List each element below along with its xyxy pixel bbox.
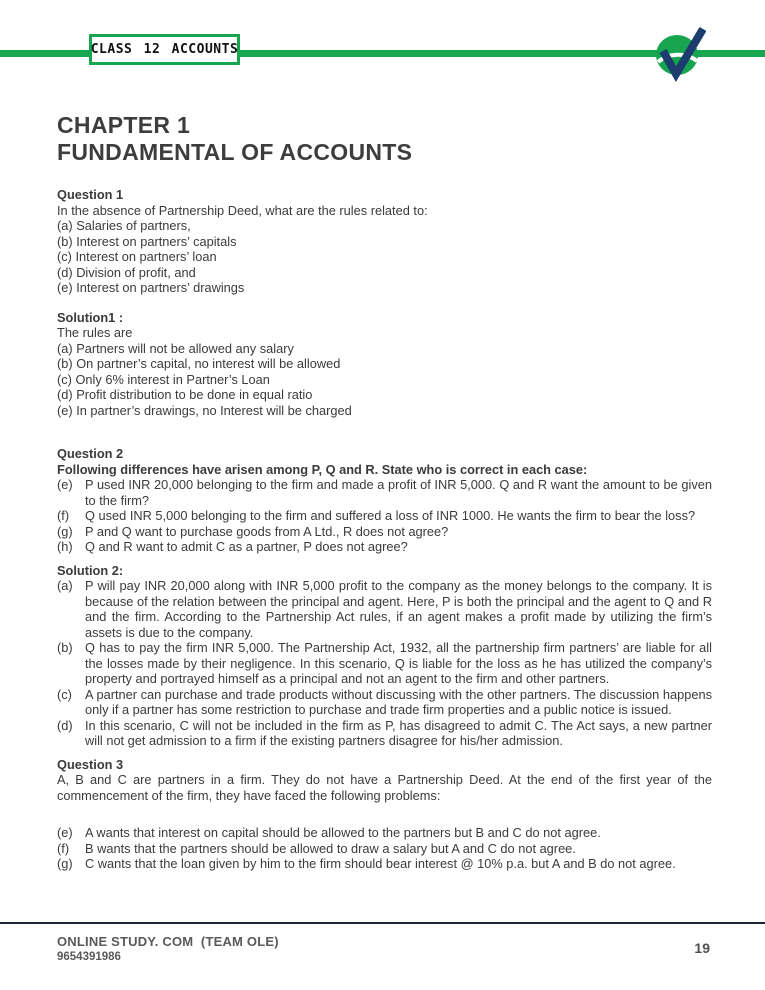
list-item: (d) Division of profit, and [57, 264, 196, 280]
footer [57, 933, 279, 964]
item-marker: (a) [57, 578, 73, 593]
class-badge [89, 34, 240, 65]
question-1-intro: In the absence of Partnership Deed, what are the rules related to: [57, 202, 428, 218]
item-text: P will pay INR 20,000 along with INR 5,000 profit to the company as the money belongs to the company. It is because of the relation between the principal and agent. Here, P is both the principal and the agent to Q and R and the firm. According to the Partnership Act rules, if an agent makes a profit made by utilizing the firm’s assets is due to the company. [85, 578, 712, 640]
list-item: (e) In partner’s drawings, no Interest will be charged [57, 402, 352, 418]
list-item [57, 578, 712, 640]
class-badge-label: CLASS 12 ACCOUNTS [90, 42, 239, 57]
item-text: Q used INR 5,000 belonging to the firm and suffered a loss of INR 1000. He wants the firm to bear the loss? [85, 508, 696, 523]
item-marker: (f) [57, 840, 70, 856]
question-3-intro: A, B and C are partners in a firm. They do not have a Partnership Deed. At the end of the first year of the commencement of the firm, they have faced the following problems: [57, 772, 712, 803]
list-item [57, 640, 712, 687]
list-item [57, 687, 712, 718]
list-item: (a) Salaries of partners, [57, 218, 191, 233]
brand-logo [654, 24, 706, 82]
item-text: In this scenario, C will not be included in the firm as P, has disagreed to admit C. The Act says, a new partner will not get admission to a firm if the existing partners disagree for his/her admission. [85, 717, 712, 748]
item-marker: (b) [57, 640, 73, 655]
list-item: (d) Profit distribution to be done in equal ratio [57, 387, 313, 402]
question-1-heading: Question 1 [57, 187, 124, 202]
list-item: (e) Interest on partners’ drawings [57, 280, 245, 295]
question-3-section [57, 757, 712, 872]
item-marker: (g) [57, 523, 73, 539]
page-content [57, 112, 712, 872]
item-text: Q has to pay the firm INR 5,000. The Partnership Act, 1932, all the partnership firm partners’ are liable for all the losses made by their negligence. In this scenario, Q is liable for the loss as he has utilized the company’s property and portrayed himself as a principal and not an agent to the firm and other partners. [85, 640, 712, 686]
item-text: P used INR 20,000 belonging to the firm and made a profit of INR 5,000. Q and R want the amount to be given to the firm? [85, 477, 712, 508]
list-item [57, 856, 712, 872]
item-text: C wants that the loan given by him to the firm should bear interest @ 10% p.a. but A and B do not agree. [85, 856, 676, 871]
item-text: B wants that the partners should be allowed to draw a salary but A and C do not agree. [85, 840, 576, 856]
solution-1-section [57, 310, 712, 419]
footer-phone: 9654391986 [57, 951, 121, 963]
list-item: (c) Interest on partners’ loan [57, 249, 217, 264]
item-text: P and Q want to purchase goods from A Ltd., R does not agree? [85, 523, 449, 539]
item-text: Q and R want to admit C as a partner, P does not agree? [85, 539, 408, 554]
list-item [57, 477, 712, 508]
item-marker: (e) [57, 477, 73, 492]
list-item: (c) Only 6% interest in Partner’s Loan [57, 371, 270, 387]
question-2-heading: Question 2 [57, 446, 124, 461]
list-item [57, 841, 712, 857]
item-marker: (e) [57, 825, 73, 840]
list-item: (a) Partners will not be allowed any salary [57, 340, 294, 356]
checkmark-leaf-icon [654, 24, 706, 82]
chapter-title-line2: FUNDAMENTAL OF ACCOUNTS [57, 139, 413, 165]
item-marker: (h) [57, 539, 73, 554]
spacer [57, 803, 712, 825]
list-item [57, 524, 712, 540]
footer-divider [0, 922, 765, 924]
item-marker: (g) [57, 856, 73, 871]
item-marker: (c) [57, 686, 72, 702]
question-2-section [57, 446, 712, 555]
page-number: 19 [694, 940, 710, 956]
footer-site: ONLINE STUDY. COM (TEAM OLE) [57, 934, 279, 949]
list-item [57, 508, 712, 524]
chapter-title-line1: CHAPTER 1 [57, 112, 191, 138]
list-item [57, 539, 712, 555]
list-item: (b) On partner’s capital, no interest will be allowed [57, 356, 341, 371]
solution-2-heading: Solution 2: [57, 562, 124, 578]
solution-1-heading: Solution1 : [57, 309, 124, 325]
item-text: A wants that interest on capital should be allowed to the partners but B and C do not agree. [85, 825, 601, 840]
list-item [57, 718, 712, 749]
item-marker: (d) [57, 717, 73, 733]
solution-2-section [57, 563, 712, 749]
list-item: (b) Interest on partners’ capitals [57, 233, 237, 249]
item-marker: (f) [57, 508, 70, 523]
question-1-section [57, 187, 712, 296]
item-text: A partner can purchase and trade products without discussing with the other partners. The discussion happens only if a partner has some restriction to purchase and trade firm properties and a public notice is issued. [85, 686, 712, 717]
question-2-intro: Following differences have arisen among P, Q and R. State who is correct in each case: [57, 461, 588, 477]
solution-1-intro: The rules are [57, 325, 133, 340]
list-item [57, 825, 712, 841]
question-3-heading: Question 3 [57, 756, 124, 772]
chapter-title [57, 112, 712, 166]
